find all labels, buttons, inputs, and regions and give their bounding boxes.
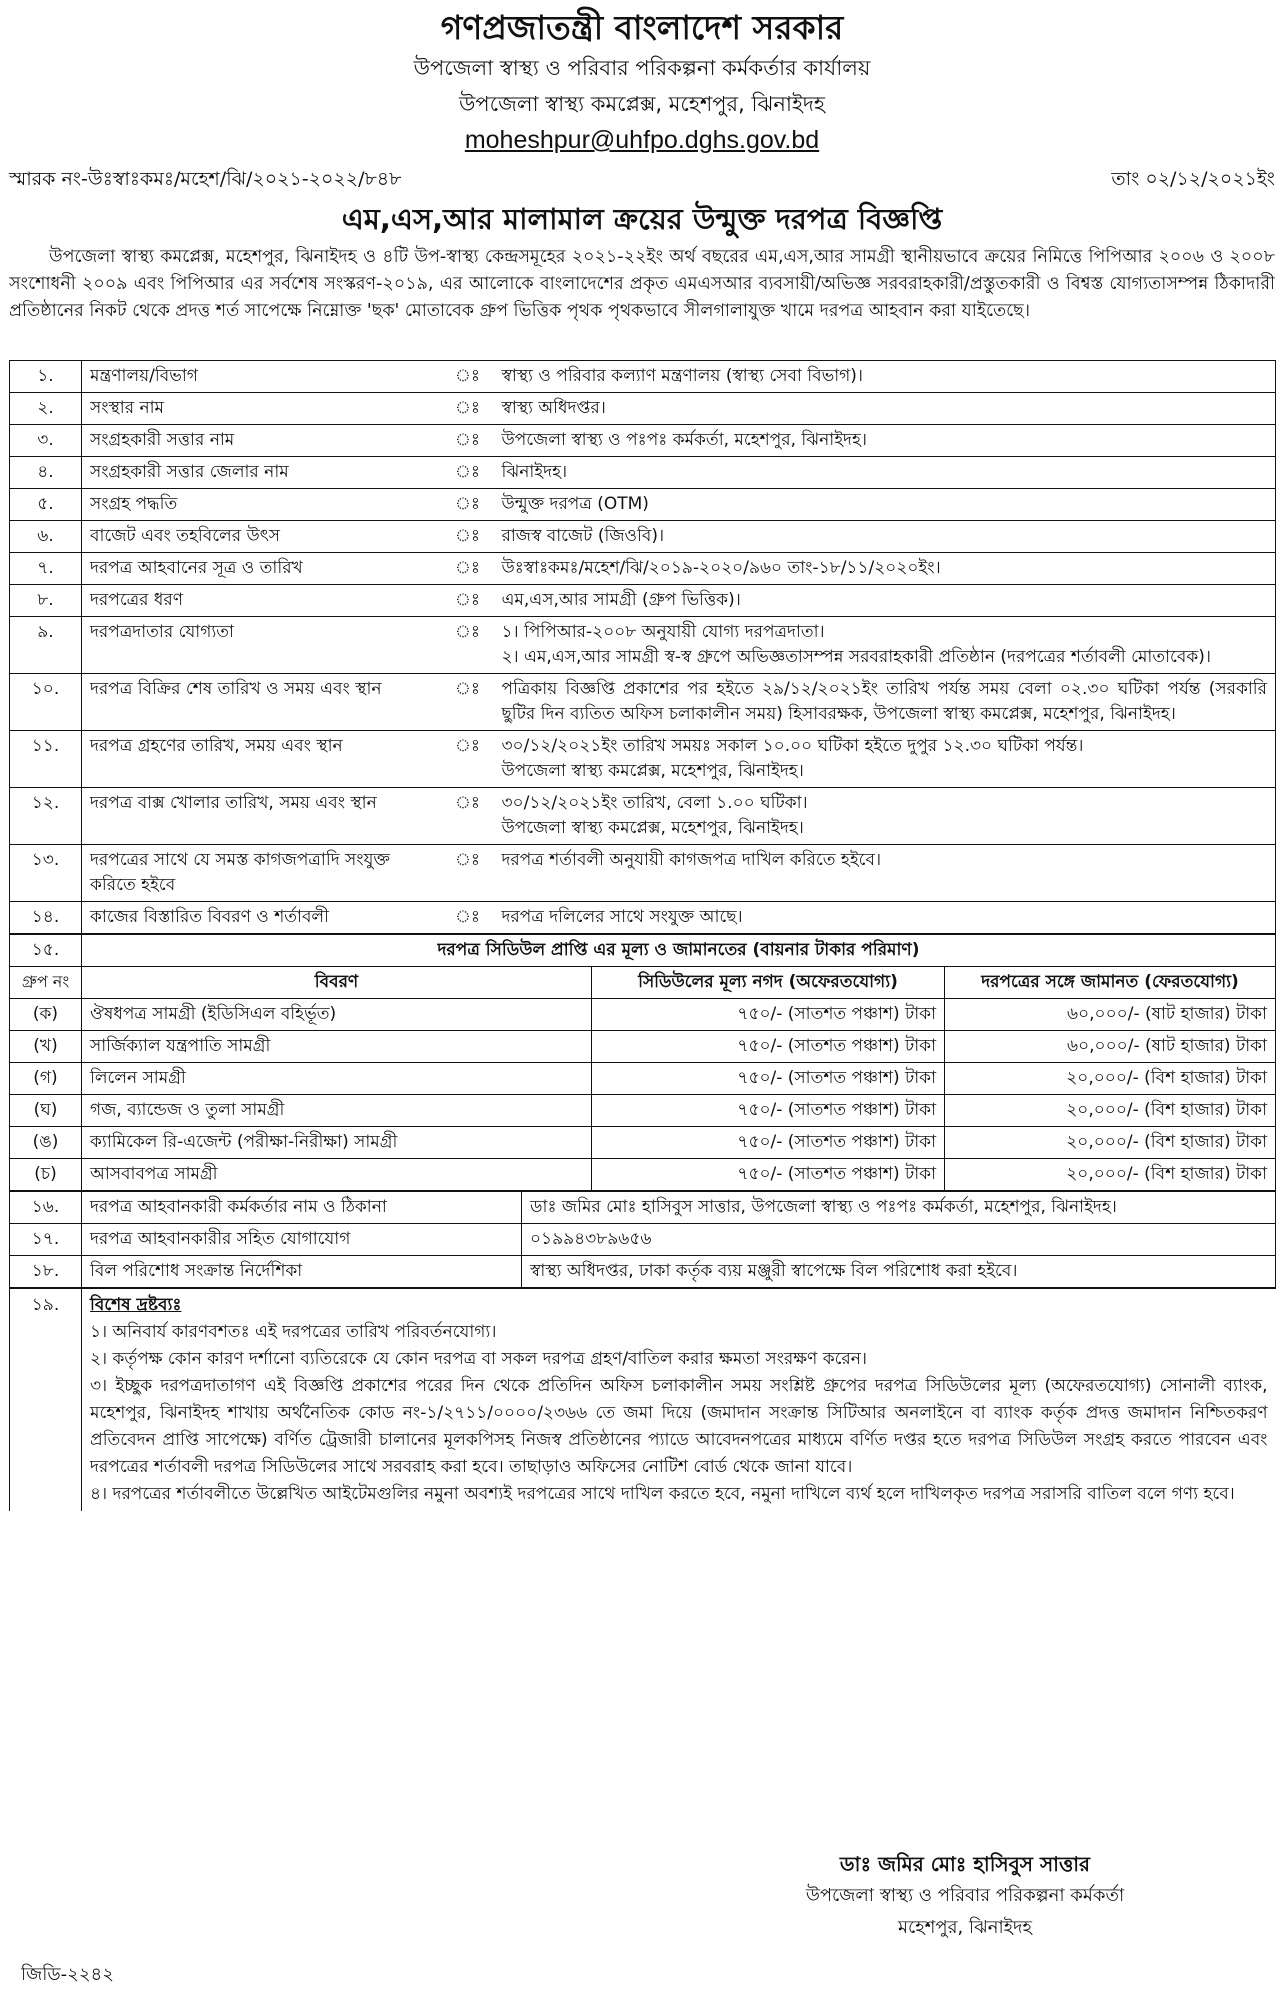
group-label: (ঘ): [10, 1095, 82, 1127]
row-value: স্বাস্থ্য অধিদপ্তর, ঢাকা কর্তৃক ব্যয় মঞ্জুরী স্বাপেক্ষে বিল পরিশোধ করা হইবে।: [522, 1256, 1276, 1288]
schedule-price: ৭৫০/- (সাতশত পঞ্চাশ) টাকা: [592, 1095, 945, 1127]
row-label: সংগ্রহকারী সত্তার জেলার নাম: [82, 457, 442, 489]
special-notes: [9, 1288, 1276, 1511]
row-colon: ঃ: [442, 617, 494, 674]
row-number: ১২.: [10, 788, 82, 845]
memo-row: [9, 162, 1275, 196]
row-value-text: স্বাস্থ্য অধিদপ্তর।: [501, 398, 606, 418]
item-description: লিলেন সামগ্রী: [82, 1063, 592, 1095]
schedule-heading-row: [10, 935, 1276, 967]
row-value: [494, 674, 1276, 731]
row-number: ১৯.: [10, 1289, 82, 1512]
schedule-row: [10, 1095, 1276, 1127]
row-value: [494, 731, 1276, 788]
col-price: সিডিউলের মূল্য নগদ (অফেরতযোগ্য): [592, 967, 945, 999]
row-colon: ঃ: [442, 585, 494, 617]
contact-row: [10, 1256, 1276, 1288]
row-number: ২.: [10, 393, 82, 425]
row-value: [494, 902, 1276, 934]
row-value-text-2: উপজেলা স্বাস্থ্য কমপ্লেক্স, মহেশপুর, ঝিনাইদহ।: [501, 818, 804, 838]
schedule-price: ৭৫০/- (সাতশত পঞ্চাশ) টাকা: [592, 1127, 945, 1159]
row-value-text: দরপত্র শর্তাবলী অনুযায়ী কাগজপত্র দাখিল করিতে হইবে।: [501, 850, 882, 870]
tender-details-table: [9, 360, 1276, 934]
row-value: [494, 617, 1276, 674]
row-number: ৫.: [10, 489, 82, 521]
row-value: ০১৯৯৪৩৮৯৬৫৬: [522, 1224, 1276, 1256]
note-item: ৩। ইচ্ছুক দরপত্রদাতাগণ এই বিজ্ঞপ্তি প্রকাশের পরের দিন থেকে প্রতিদিন অফিস চলাকালীন সময় সংশ্লিষ্ট গ্রুপের দরপত্র সিডিউলের মূল্য (অফেরতযোগ্য) সোনালী ব্যাংক, মহেশপুর, ঝিনাইদহ শাখায় অর্থনৈতিক কোড নং-১/২৭১১/০০০০/২৩৬৬ তে জমা দিয়ে (জমাদান সংক্রান্ত সিটিআর অনলাইনে বা ব্যাংক কর্তৃক প্রদত্ত জমাদান নিশ্চিতকরণ প্রতিবেদন প্রাপ্তি সাপেক্ষে) বর্ণিত ট্রেজারী চালানের মূলকপিসহ নিজস্ব প্রতিষ্ঠানের প্যাডে আবেদনপত্রের মাধ্যমে বর্ণিত দপ্তর হতে দরপত্র সিডিউল সংগ্রহ করতে পারবেন এবং দরপত্রের শর্তাবলী দরপত্র সিডিউলের সাথে সরবরাহ করা হবে। তাছাড়াও অফিসের নোটিশ বোর্ড থেকে জানা যাবে।: [90, 1376, 1268, 1477]
security-amount: ২০,০০০/- (বিশ হাজার) টাকা: [945, 1095, 1276, 1127]
row-value: [494, 521, 1276, 553]
row-value: [494, 553, 1276, 585]
row-number: ১৬.: [10, 1192, 82, 1224]
row-label: সংগ্রহকারী সত্তার নাম: [82, 425, 442, 457]
row-label: দরপত্রের ধরণ: [82, 585, 442, 617]
detail-row: [10, 731, 1276, 788]
note-item: ২। কর্তৃপক্ষ কোন কারণ দর্শানো ব্যতিরেকে যে কোন দরপত্র বা সকল দরপত্র গ্রহণ/বাতিল করার ক্ষমতা সংরক্ষণ করেন।: [90, 1349, 868, 1369]
group-label: (গ): [10, 1063, 82, 1095]
row-value-text: উপজেলা স্বাস্থ্য ও পঃপঃ কর্মকর্তা, মহেশপুর, ঝিনাইদহ।: [501, 430, 867, 450]
row-number: ১৭.: [10, 1224, 82, 1256]
group-label: (ক): [10, 999, 82, 1031]
row-colon: ঃ: [442, 393, 494, 425]
row-colon: ঃ: [442, 521, 494, 553]
row-value: [494, 489, 1276, 521]
row-value: [494, 361, 1276, 393]
row-value-text: উন্মুক্ত দরপত্র (OTM): [501, 494, 649, 514]
row-number: ৪.: [10, 457, 82, 489]
row-number: ১০.: [10, 674, 82, 731]
row-colon: ঃ: [442, 674, 494, 731]
detail-row: [10, 425, 1276, 457]
row-colon: ঃ: [442, 489, 494, 521]
row-number: ১৪.: [10, 902, 82, 934]
row-number: ৬.: [10, 521, 82, 553]
signature-block: [735, 1848, 1195, 1944]
security-amount: ২০,০০০/- (বিশ হাজার) টাকা: [945, 1159, 1276, 1191]
row-colon: ঃ: [442, 902, 494, 934]
row-value-text: পত্রিকায় বিজ্ঞপ্তি প্রকাশের পর হইতে ২৯/১২/২০২১ইং তারিখ পর্যন্ত সময় বেলা ০২.৩০ ঘটিকা পর্যন্ত (সরকারি ছুটির দিন ব্যতিত অফিস চলাকালীন সময়) হিসাবরক্ষক, উপজেলা স্বাস্থ্য কমপ্লেক্স, মহেশপুর, ঝিনাইদহ।: [501, 679, 1267, 724]
detail-row: [10, 457, 1276, 489]
detail-row: [10, 585, 1276, 617]
row-colon: ঃ: [442, 425, 494, 457]
row-value-text: স্বাস্থ্য ও পরিবার কল্যাণ মন্ত্রণালয় (স্বাস্থ্য সেবা বিভাগ)।: [501, 366, 864, 386]
notes-content: [82, 1289, 1276, 1512]
detail-row: [10, 393, 1276, 425]
memo-date: তাং ০২/১২/২০২১ইং: [1111, 168, 1275, 190]
item-description: গজ, ব্যান্ডেজ ও তুলা সামগ্রী: [82, 1095, 592, 1127]
item-description: আসবাবপত্র সামগ্রী: [82, 1159, 592, 1191]
row-label: বিল পরিশোধ সংক্রান্ত নির্দেশিকা: [82, 1256, 522, 1288]
row-colon: ঃ: [442, 361, 494, 393]
row-colon: ঃ: [442, 553, 494, 585]
row-label: কাজের বিস্তারিত বিবরণ ও শর্তাবলী: [82, 902, 442, 934]
schedule-table: [9, 934, 1276, 1191]
signatory-designation: উপজেলা স্বাস্থ্য ও পরিবার পরিকল্পনা কর্মকর্তা: [805, 1885, 1125, 1906]
row-label: দরপত্র আহবানকারীর সহিত যোগাযোগ: [82, 1224, 522, 1256]
row-label: দরপত্র বিক্রির শেষ তারিখ ও সময় এবং স্থান: [82, 674, 442, 731]
security-amount: ৬০,০০০/- (ষাট হাজার) টাকা: [945, 999, 1276, 1031]
office-address: উপজেলা স্বাস্থ্য কমপ্লেক্স, মহেশপুর, ঝিনাইদহ: [459, 92, 825, 116]
row-label: মন্ত্রণালয়/বিভাগ: [82, 361, 442, 393]
detail-row: [10, 788, 1276, 845]
detail-row: [10, 489, 1276, 521]
schedule-row: [10, 1159, 1276, 1191]
item-description: ক্যামিকেল রি-এজেন্ট (পরীক্ষা-নিরীক্ষা) সামগ্রী: [82, 1127, 592, 1159]
security-amount: ২০,০০০/- (বিশ হাজার) টাকা: [945, 1063, 1276, 1095]
row-value: [494, 788, 1276, 845]
office-email[interactable]: moheshpur@uhfpo.dghs.gov.bd: [464, 126, 820, 154]
row-colon: ঃ: [442, 457, 494, 489]
row-label: দরপত্র গ্রহণের তারিখ, সময় এবং স্থান: [82, 731, 442, 788]
notes-title: বিশেষ দ্রষ্টব্যঃ: [90, 1295, 182, 1315]
row-number: ৮.: [10, 585, 82, 617]
schedule-row: [10, 1063, 1276, 1095]
security-amount: ৬০,০০০/- (ষাট হাজার) টাকা: [945, 1031, 1276, 1063]
row-number: ১৫.: [10, 935, 82, 967]
schedule-price: ৭৫০/- (সাতশত পঞ্চাশ) টাকা: [592, 1063, 945, 1095]
row-colon: ঃ: [442, 731, 494, 788]
group-label: (চ): [10, 1159, 82, 1191]
schedule-price: ৭৫০/- (সাতশত পঞ্চাশ) টাকা: [592, 1159, 945, 1191]
row-label: দরপত্র আহবানের সূত্র ও তারিখ: [82, 553, 442, 585]
row-value-text: ঝিনাইদহ।: [501, 462, 568, 482]
row-value: [494, 393, 1276, 425]
row-value: ডাঃ জমির মোঃ হাসিবুস সাত্তার, উপজেলা স্বাস্থ্য ও পঃপঃ কর্মকর্তা, মহেশপুর, ঝিনাইদহ।: [522, 1192, 1276, 1224]
contact-row: [10, 1224, 1276, 1256]
schedule-row: [10, 1031, 1276, 1063]
row-colon: ঃ: [442, 788, 494, 845]
signatory-name: ডাঃ জমির মোঃ হাসিবুস সাত্তার: [839, 1852, 1091, 1876]
memo-number: স্মারক নং-উঃস্বাঃকমঃ/মহেশ/ঝি/২০২১-২০২২/৮৪৮: [9, 168, 402, 190]
letterhead: [9, 6, 1275, 158]
schedule-header-row: [10, 967, 1276, 999]
item-description: সার্জিক্যাল যন্ত্রপাতি সামগ্রী: [82, 1031, 592, 1063]
security-amount: ২০,০০০/- (বিশ হাজার) টাকা: [945, 1127, 1276, 1159]
row-value-text: ৩০/১২/২০২১ইং তারিখ সময়ঃ সকাল ১০.০০ ঘটিকা হইতে দুপুর ১২.৩০ ঘটিকা পর্যন্ত।: [501, 736, 1084, 756]
row-colon: ঃ: [442, 845, 494, 902]
notice-title: এম,এস,আর মালামাল ক্রয়ের উন্মুক্ত দরপত্র বিজ্ঞপ্তি: [341, 202, 943, 236]
item-description: ঔষধপত্র সামগ্রী (ইডিসিএল বহির্ভূত): [82, 999, 592, 1031]
row-value-text-2: ২। এম,এস,আর সামগ্রী স্ব-স্ব গ্রুপে অভিজ্ঞতাসম্পন্ন সরবরাহকারী প্রতিষ্ঠান (দরপত্রের শর্তাবলী মোতাবেক)।: [501, 647, 1211, 667]
row-number: ৯.: [10, 617, 82, 674]
office-name: উপজেলা স্বাস্থ্য ও পরিবার পরিকল্পনা কর্মকর্তার কার্যালয়: [413, 56, 871, 80]
col-group: গ্রুপ নং: [10, 967, 82, 999]
row-label: বাজেট এবং তহবিলের উৎস: [82, 521, 442, 553]
col-security: দরপত্রের সঙ্গে জামানত (ফেরতযোগ্য): [945, 967, 1276, 999]
detail-row: [10, 674, 1276, 731]
row-label: দরপত্রদাতার যোগ্যতা: [82, 617, 442, 674]
note-item: ৪। দরপত্রের শর্তাবলীতে উল্লেখিত আইটেমগুলির নমুনা অবশ্যই দরপত্রের সাথে দাখিল করতে হবে, নমুনা দাখিলে ব্যর্থ হলে দাখিলকৃত দরপত্র সরাসরি বাতিল বলে গণ্য হবে।: [90, 1484, 1235, 1504]
detail-row: [10, 845, 1276, 902]
contact-row: [10, 1192, 1276, 1224]
note-item: ১। অনিবার্য কারণবশতঃ এই দরপত্রের তারিখ পরিবর্তনযোগ্য।: [90, 1322, 497, 1342]
contact-table: [9, 1191, 1276, 1288]
detail-row: [10, 553, 1276, 585]
schedule-price: ৭৫০/- (সাতশত পঞ্চাশ) টাকা: [592, 1031, 945, 1063]
row-value: [494, 585, 1276, 617]
row-number: ১১.: [10, 731, 82, 788]
government-title: গণপ্রজাতন্ত্রী বাংলাদেশ সরকার: [440, 8, 844, 47]
schedule-row: [10, 999, 1276, 1031]
row-label: দরপত্রের সাথে যে সমস্ত কাগজপত্রাদি সংযুক্ত করিতে হইবে: [82, 845, 442, 902]
row-number: ১৩.: [10, 845, 82, 902]
intro-paragraph: উপজেলা স্বাস্থ্য কমপ্লেক্স, মহেশপুর, ঝিনাইদহ ও ৪টি উপ-স্বাস্থ্য কেন্দ্রসমূহের ২০২১-২২ইং অর্থ বছরের এম,এস,আর সামগ্রী স্থানীয়ভাবে ক্রয়ের নিমিত্তে পিপিআর ২০০৬ ও ২০০৮ সংশোধনী ২০০৯ এবং পিপিআর এর সর্বশেষ সংস্করণ-২০১৯, এর আলোকে বাংলাদেশের প্রকৃত এমএসআর ব্যবসায়ী/অভিজ্ঞ সরবরাহকারী/প্রস্তুতকারী ও বিশ্বস্ত যোগ্যতাসম্পন্ন ঠিকাদারী প্রতিষ্ঠানের নিকট থেকে প্রদত্ত শর্ত সাপেক্ষে নিম্নোক্ত 'ছক' মোতাবেক গ্রুপ ভিত্তিক পৃথক পৃথকভাবে সীলগালাযুক্ত খামে দরপত্র আহবান করা যাইতেছে।: [9, 247, 1275, 321]
schedule-price: ৭৫০/- (সাতশত পঞ্চাশ) টাকা: [592, 999, 945, 1031]
row-number: ১৮.: [10, 1256, 82, 1288]
detail-row: [10, 361, 1276, 393]
row-value: [494, 845, 1276, 902]
footer-code: জিডি-২২৪২: [21, 1964, 114, 1985]
group-label: (ঙ): [10, 1127, 82, 1159]
detail-row: [10, 902, 1276, 934]
row-value-text: এম,এস,আর সামগ্রী (গ্রুপ ভিত্তিক)।: [501, 590, 741, 610]
group-label: (খ): [10, 1031, 82, 1063]
row-label: সংস্থার নাম: [82, 393, 442, 425]
row-value: [494, 425, 1276, 457]
col-desc: বিবরণ: [82, 967, 592, 999]
row-number: ৩.: [10, 425, 82, 457]
row-value-text-2: উপজেলা স্বাস্থ্য কমপ্লেক্স, মহেশপুর, ঝিনাইদহ।: [501, 761, 804, 781]
row-number: ১.: [10, 361, 82, 393]
notes-list: [90, 1319, 1268, 1508]
signatory-location: মহেশপুর, ঝিনাইদহ: [898, 1917, 1032, 1938]
tender-notice: [9, 0, 1275, 1996]
detail-row: [10, 521, 1276, 553]
row-label: দরপত্র বাক্স খোলার তারিখ, সময় এবং স্থান: [82, 788, 442, 845]
schedule-row: [10, 1127, 1276, 1159]
detail-row: [10, 617, 1276, 674]
row-value-text: ১। পিপিআর-২০০৮ অনুযায়ী যোগ্য দরপত্রদাতা।: [501, 622, 825, 642]
schedule-heading: দরপত্র সিডিউল প্রাপ্তি এর মূল্য ও জামানতের (বায়নার টাকার পরিমাণ): [82, 935, 1276, 967]
row-value-text: দরপত্র দলিলের সাথে সংযুক্ত আছে।: [501, 907, 743, 927]
row-label: সংগ্রহ পদ্ধতি: [82, 489, 442, 521]
row-value-text: রাজস্ব বাজেট (জিওবি)।: [501, 526, 665, 546]
row-value-text: ৩০/১২/২০২১ইং তারিখ, বেলা ১.০০ ঘটিকা।: [501, 793, 808, 813]
row-number: ৭.: [10, 553, 82, 585]
row-label: দরপত্র আহবানকারী কর্মকর্তার নাম ও ঠিকানা: [82, 1192, 522, 1224]
row-value: [494, 457, 1276, 489]
row-value-text: উঃস্বাঃকমঃ/মহেশ/ঝি/২০১৯-২০২০/৯৬০ তাং-১৮/১১/২০২০ইং।: [501, 558, 941, 578]
